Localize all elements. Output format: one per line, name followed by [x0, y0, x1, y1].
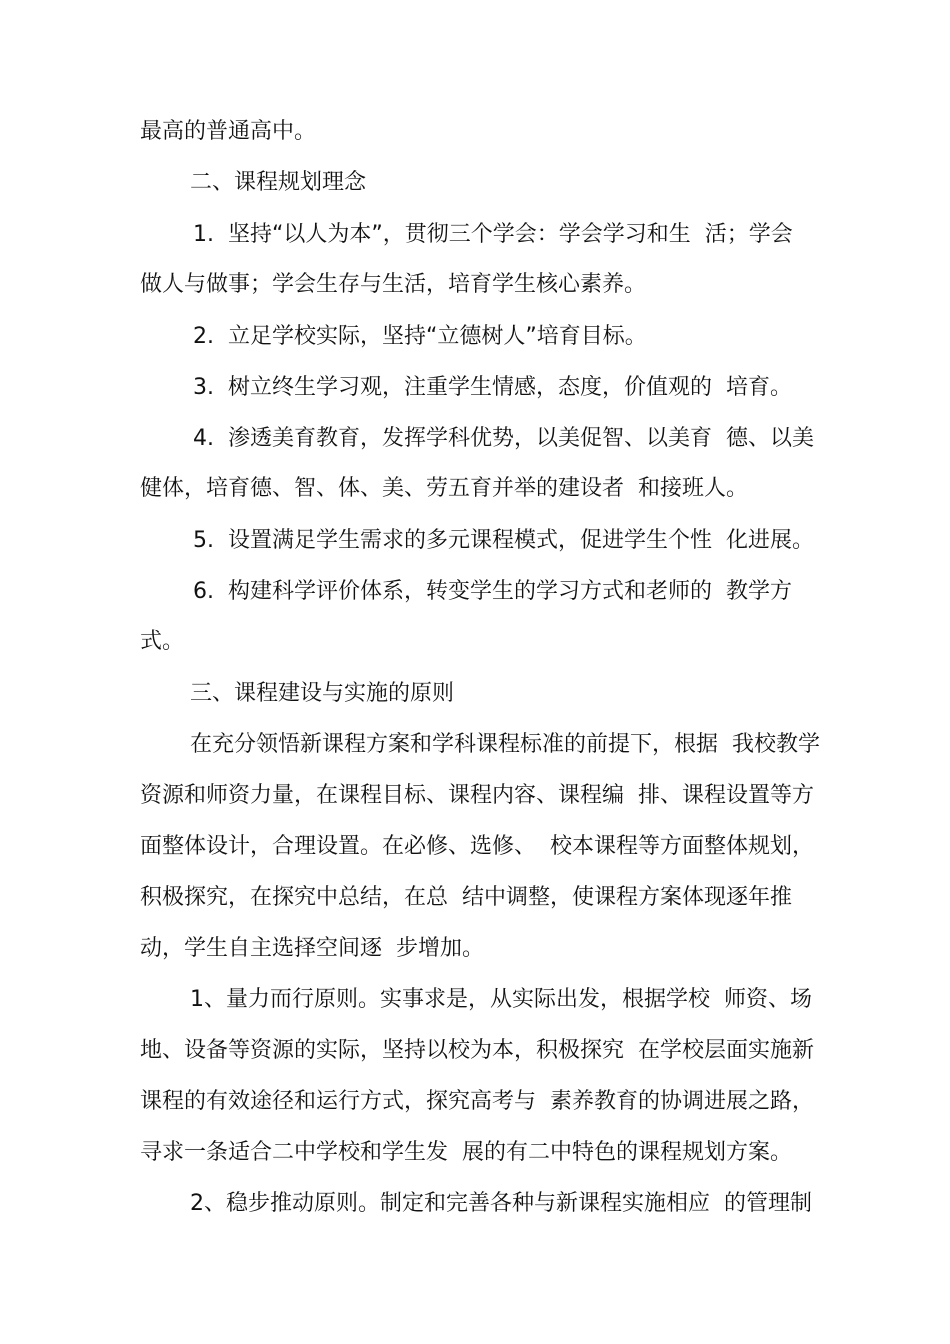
text-line: 2. 立足学校实际，坚持“立德树人”培育目标。	[193, 324, 647, 349]
section-heading: 三、课程建设与实施的原则	[190, 681, 455, 706]
text-line: 最高的普通高中。	[140, 119, 317, 144]
text-line: 积极探究，在探究中总结，在总 结中调整，使课程方案体现逐年推	[140, 885, 792, 910]
text-line: 1、量力而行原则。实事求是，从实际出发，根据学校 师资、场	[190, 987, 812, 1012]
text-line: 式。	[140, 629, 185, 654]
text-line: 资源和师资力量，在课程目标、课程内容、课程编 排、课程设置等方	[140, 783, 814, 808]
text-line: 动，学生自主选择空间逐 步增加。	[140, 936, 484, 961]
text-line: 5. 设置满足学生需求的多元课程模式，促进学生个性 化进展。	[193, 528, 814, 553]
text-line: 面整体设计，合理设置。在必修、选修、 校本课程等方面整体规划，	[140, 834, 814, 859]
text-line: 做人与做事；学会生存与生活，培育学生核心素养。	[140, 272, 647, 297]
text-line: 3. 树立终生学习观，注重学生情感，态度，价值观的 培育。	[193, 375, 792, 400]
text-line: 6. 构建科学评价体系，转变学生的学习方式和老师的 教学方	[193, 579, 792, 604]
text-line: 健体，培育德、智、体、美、劳五育并举的建设者 和接班人。	[140, 476, 748, 501]
text-line: 2、稳步推动原则。制定和完善各种与新课程实施相应 的管理制	[190, 1191, 812, 1216]
section-heading: 二、课程规划理念	[190, 170, 367, 195]
text-line: 地、设备等资源的实际，坚持以校为本，积极探究 在学校层面实施新	[140, 1038, 814, 1063]
text-line: 4. 渗透美育教育，发挥学科优势，以美促智、以美育 德、以美	[193, 426, 814, 451]
text-line: 寻求一条适合二中学校和学生发 展的有二中特色的课程规划方案。	[140, 1140, 792, 1165]
text-line: 在充分领悟新课程方案和学科课程标准的前提下，根据 我校教学	[190, 732, 820, 757]
text-line: 课程的有效途径和运行方式，探究高考与 素养教育的协调进展之路，	[140, 1089, 814, 1114]
text-line: 1. 坚持“以人为本”，贯彻三个学会：学会学习和生 活；学会	[193, 222, 793, 247]
